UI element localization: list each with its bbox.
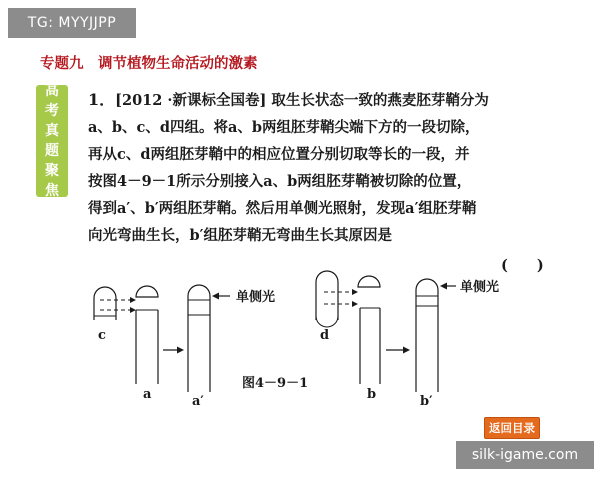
arrowhead: [440, 283, 447, 290]
label-d: d: [320, 328, 330, 343]
arrowhead: [212, 293, 219, 300]
coleoptile-tip-a: [136, 286, 158, 297]
question-line: 再从c、d两组胚芽鞘中的相应位置分别切取等长的一段，并: [88, 146, 470, 163]
coleoptile-tip-b: [358, 276, 380, 287]
side-tab-char: 聚: [45, 163, 59, 179]
arrowhead: [130, 297, 136, 303]
coleoptile-a: [136, 310, 158, 384]
cut-segment-d: [316, 302, 338, 327]
question-number: 1．: [88, 90, 116, 109]
answer-parentheses: ( ): [501, 257, 544, 274]
question-line: 按图4－9－1所示分别接入a、b两组胚芽鞘被切除的位置，: [88, 173, 472, 190]
label-a: a: [143, 387, 152, 402]
arrowhead: [177, 347, 184, 354]
arrowhead: [403, 347, 410, 354]
label-b-prime: b′: [420, 394, 433, 409]
section-title: 专题九 调节植物生命活动的激素: [40, 56, 258, 72]
watermark-bottom: silk-igame.com: [456, 441, 594, 469]
coleoptile-a-prime: [188, 285, 210, 392]
back-to-contents-button[interactable]: 返回目录: [484, 417, 540, 439]
light-label-b: 单侧光: [460, 280, 500, 295]
question-line: a、b、c、d四组。将a、b两组胚芽鞘尖端下方的一段切除，: [88, 119, 480, 136]
side-tab-char: 真: [45, 123, 59, 139]
side-tab-char: 题: [45, 143, 59, 159]
label-b: b: [367, 387, 377, 402]
arrowhead: [352, 289, 358, 295]
arrowhead: [352, 301, 358, 307]
question-line: 得到a′、b′两组胚芽鞘。然后用单侧光照射，发现a′组胚芽鞘: [88, 200, 477, 217]
label-c: c: [98, 328, 106, 343]
coleoptile-b: [360, 308, 380, 384]
side-tab-char: 焦: [45, 183, 59, 199]
side-tab-char: 高: [45, 83, 59, 99]
arrowhead: [130, 307, 136, 313]
figure-caption: 图4－9－1: [242, 376, 309, 391]
question-line-text: [2012 ·新课标全国卷] 取生长状态一致的燕麦胚芽鞘分为: [115, 92, 489, 109]
light-label-a: 单侧光: [236, 290, 276, 305]
side-tab-char: 考: [45, 103, 59, 119]
label-a-prime: a′: [192, 394, 204, 409]
question-line: 向光弯曲生长，b′组胚芽鞘无弯曲生长其原因是: [88, 227, 392, 244]
coleoptile-c: [94, 287, 116, 320]
watermark-top: TG: MYYJJPP: [8, 8, 136, 38]
coleoptile-d: [316, 271, 338, 320]
